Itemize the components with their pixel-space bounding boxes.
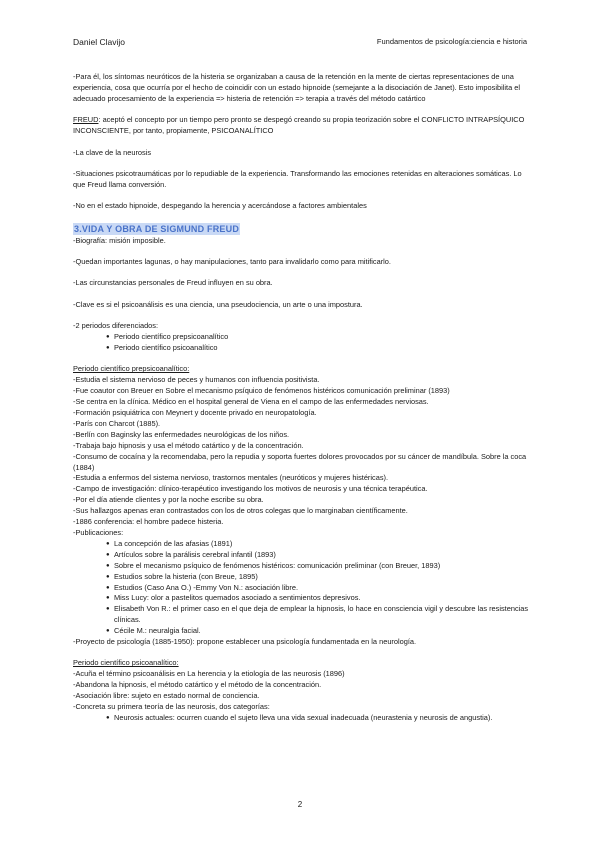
list-line: -Por el día atiende clientes y por la noche escribe su obra. — [73, 495, 264, 505]
list-line: -Se centra en la clínica. Médico en el hospital general de Viena en el campo de las enfermedades nerviosas. — [73, 397, 429, 407]
list-item: ● Sobre el mecanismo psíquico de fenómenos histéricos: comunicación preliminar (con Breuer, 1893) — [73, 561, 533, 572]
paragraph: -Para él, los síntomas neuróticos de la histeria se organizaban a causa de la retención en la mente de ciertas representaciones de una experiencia, cosa que ocurría por el hecho de coincidir con un estado hipnoide (semejante a la disociación de Janet). Esto imposibilita el adecuado procesamiento de la experiencia => histeria de retención => terapia a través del método catártico — [73, 72, 520, 103]
header-course-title: Fundamentos de psicología:ciencia e historia — [376, 37, 527, 46]
paragraph-freud — [73, 115, 533, 137]
list-line: -Acuña el término psicoanálisis en La herencia y la etiología de las neurosis (1896) — [73, 669, 345, 679]
list-item: ● Neurosis actuales: ocurren cuando el sujeto lleva una vida sexual inadecuada (neurastenia y neurosis de angustia). — [73, 713, 533, 724]
list-line: -Fue coautor con Breuer en Sobre el mecanismo psíquico de fenómenos histéricos comunicación preliminar (1893) — [73, 386, 450, 396]
paragraph: -Quedan importantes lagunas, o hay manipulaciones, tanto para invalidarlo como para mitificarlo. — [73, 256, 391, 266]
list-item: ● Cécile M.: neuralgia facial. — [73, 626, 533, 637]
list-item: ● Periodo científico psicoanalítico — [73, 343, 533, 354]
list-item: ● Estudios (Caso Ana O.) -Emmy Von N.: asociación libre. — [73, 583, 533, 594]
list-line: -Consumo de cocaína y la recomendaba, pero la repudia y soporta fuertes dolores provocados por su cáncer de mandíbula. Sobre la coca (1884) — [73, 451, 527, 472]
paragraph: -No en el estado hipnoide, despegando la herencia y acercándose a factores ambientales — [73, 201, 367, 211]
paragraph: -Biografía: misión imposible. — [73, 235, 166, 245]
paragraph: -2 periodos diferenciados: — [73, 321, 159, 331]
list-line: -Campo de investigación: clínico-terapéutico investigando los motivos de neurosis y una técnica terapéutica. — [73, 484, 428, 494]
paragraph: -Las circunstancias personales de Freud influyen en su obra. — [73, 278, 273, 288]
list-line: -París con Charcot (1885). — [73, 418, 161, 428]
publications-list — [73, 539, 533, 637]
list-line: -Proyecto de psicología (1885-1950): propone establecer una psicología fundamentada en la neurología. — [73, 637, 417, 647]
header-author: Daniel Clavijo — [73, 37, 125, 47]
list-item: ● La concepción de las afasias (1891) — [73, 539, 533, 550]
freud-text: : aceptó el concepto por un tiempo pero pronto se despegó creando su propia teorización sobre el CONFLICTO INTRAPSÍQUICO INCONSCIENTE, por tanto, propiamente, PSICOANALÍTICO — [73, 115, 525, 136]
list-line: -Estudia el sistema nervioso de peces y humanos con influencia positivista. — [73, 375, 320, 385]
list-item: ● Periodo científico prepsicoanalítico — [73, 332, 533, 343]
list-line: -Berlín con Baginsky las enfermedades neurológicas de los niños. — [73, 429, 290, 439]
subsection-title-psicoanalitico: Periodo científico psicoanalítico: — [73, 658, 179, 668]
page-content — [73, 72, 533, 724]
paragraph: -Situaciones psicotraumáticas por lo repudiable de la experiencia. Transformando las emociones retenidas en alteraciones somáticas. Lo que Freud llama conversión. — [73, 168, 522, 189]
freud-label: FREUD — [73, 115, 99, 125]
list-line: -Formación psiquiátrica con Meynert y docente privado en neuropatología. — [73, 408, 317, 418]
list-item: ● Elisabeth Von R.: el primer caso en el que deja de emplear la hipnosis, lo hace en consciencia vigil y descubre las resistencias clínicas. — [73, 604, 533, 626]
paragraph: -La clave de la neurosis — [73, 147, 152, 157]
list-line: -Trabaja bajo hipnosis y usa el método catártico y de la concentración. — [73, 440, 304, 450]
list-line: -Publicaciones: — [73, 528, 124, 537]
list-line: -Asociación libre: sujeto en estado normal de conciencia. — [73, 691, 260, 701]
list-item: ● Artículos sobre la parálisis cerebral infantil (1893) — [73, 550, 533, 561]
neurosis-list — [73, 713, 533, 724]
list-line: -Concreta su primera teoría de las neurosis, dos categorías: — [73, 702, 270, 712]
list-item: ● Estudios sobre la histeria (con Breue, 1895) — [73, 572, 533, 583]
page-number: 2 — [297, 800, 303, 809]
section-heading: 3.VIDA Y OBRA DE SIGMUND FREUD — [74, 223, 240, 234]
list-line: -Abandona la hipnosis, el método catártico y el método de la concentración. — [73, 680, 322, 690]
periods-list — [73, 332, 533, 354]
list-line: -Sus hallazgos apenas eran contrastados con los de otros colegas que lo marginaban científicamente. — [73, 506, 408, 516]
list-item: ● Miss Lucy: olor a pastelitos quemados asociado a sentimientos depresivos. — [73, 593, 533, 604]
subsection-title-prepsicoanalitico: Periodo científico prepsicoanalítico: — [73, 364, 190, 374]
list-line: -1886 conferencia: el hombre padece histeria. — [73, 517, 224, 527]
list-line: -Estudia a enfermos del sistema nervioso, trastornos mentales (neuróticos y mujeres histéricas). — [73, 473, 389, 483]
paragraph: -Clave es si el psicoanálisis es una ciencia, una pseudociencia, un arte o una impostura. — [73, 299, 363, 309]
